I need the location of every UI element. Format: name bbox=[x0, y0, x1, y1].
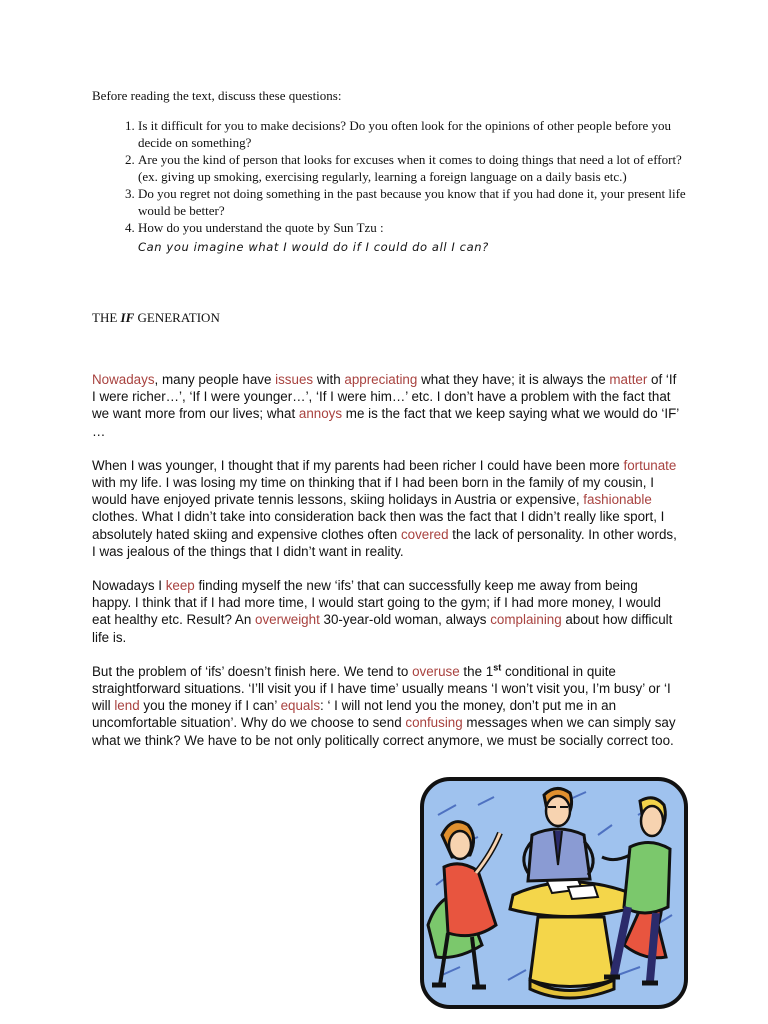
discussion-questions bbox=[112, 117, 698, 256]
sun-tzu-quote: Can you imagine what I would do if I could do all I can? bbox=[138, 240, 489, 254]
vocab-word: appreciating bbox=[344, 372, 418, 387]
vocab-word: overweight bbox=[255, 612, 320, 628]
vocab-word: issues bbox=[275, 372, 314, 387]
vocab-word: fashionable bbox=[583, 492, 652, 508]
article-body bbox=[92, 371, 680, 766]
question-item: 2. Are you the kind of person that looks for excuses when it comes to doing things that need a lot of effort? (ex. giving up smoking, exercising regularly, learning a foreign language on a daily basis etc.) bbox=[138, 151, 698, 185]
intro-instruction: Before reading the text, discuss these questions: bbox=[92, 88, 342, 103]
paragraph-1: Nowadays, many people have issues with appreciating what they have; it is always the matter of ‘If I were richer…’, ‘If I were younger…’, ‘If I were him…’ etc. I don’t have a problem with the fact that we want more from our lives; what annoys me is the fact that we keep saying what we would do ‘IF’ … bbox=[92, 372, 679, 439]
ordinal-suffix: st bbox=[493, 662, 502, 673]
vocab-word: Nowadays bbox=[92, 372, 155, 387]
vocab-word: lend bbox=[114, 698, 140, 714]
paragraph-3: Nowadays I keep finding myself the new ‘ifs’ that can successfully keep me away from being happy. I think that if I had more time, I would start going to the gym; if I had more money, I would eat healthy etc. Result? An overweight 30-year-old woman, always complaining about how difficult life is. bbox=[92, 578, 673, 645]
vocab-word: equals bbox=[280, 698, 321, 714]
vocab-word: complaining bbox=[490, 612, 562, 628]
vocab-word: fortunate bbox=[623, 457, 677, 473]
vocab-word: overuse bbox=[412, 663, 460, 679]
article-title: THE IF GENERATION bbox=[92, 310, 220, 325]
vocab-word: covered bbox=[400, 526, 449, 542]
meeting-illustration bbox=[418, 775, 690, 1011]
vocab-word: matter bbox=[609, 372, 648, 387]
question-item: 1. Is it difficult for you to make decisions? Do you often look for the opinions of other people before you decide on something? bbox=[138, 117, 698, 151]
paragraph-4: But the problem of ‘ifs’ doesn’t finish here. We tend to overuse the 1st conditional in quite straightforward situations. ‘I’ll visit you if I have time’ usually means ‘I won’t visit you, I’m busy’ or ‘I will lend you the money if I can’ equals: ‘ I will not lend you the money, don’t put me in an uncomfortable situation’. Why do we choose to send confusing messages when we can simply say what we think? We have to be not only politically correct anymore, we must be socially correct too. bbox=[92, 662, 676, 748]
vocab-word: annoys bbox=[298, 406, 343, 422]
vocab-word: keep bbox=[165, 578, 195, 594]
question-item: 4. How do you understand the quote by Sun Tzu : Can you imagine what I would do if I could do all I can? bbox=[138, 219, 698, 256]
question-item: 3. Do you regret not doing something in the past because you know that if you had done it, your present life would be better? bbox=[138, 185, 698, 219]
paragraph-2: When I was younger, I thought that if my parents had been richer I could have been more fortunate with my life. I was losing my time on thinking that if I had been born in the family of my cousin, I would have enjoyed private tennis lessons, skiing holidays in Austria or expensive, fashionable clothes. What I didn’t take into consideration back then was the fact that I didn’t really like sport, I absolutely hated skiing and expensive clothes often covered the lack of personality. In other words, I was jealous of the things that I didn’t want in reality. bbox=[92, 457, 677, 559]
vocab-word: confusing bbox=[405, 715, 463, 731]
